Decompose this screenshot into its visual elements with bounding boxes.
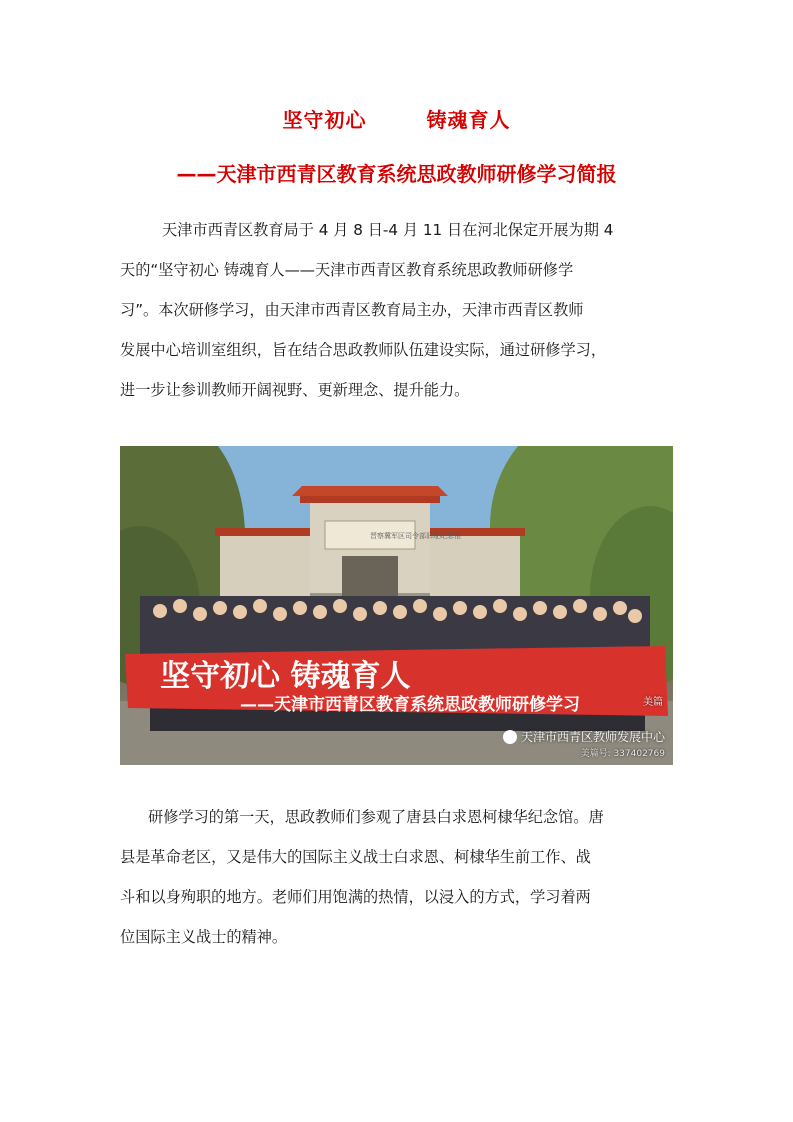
watermark-id: 美篇号: 337402769	[580, 749, 665, 759]
banner-line-2: ——天津市西青区教育系统思政教师研修学习	[240, 695, 580, 715]
paragraph-line: 发展中心培训室组织，旨在结合思政教师队伍建设实际，通过研修学习，	[120, 341, 606, 359]
report-title	[0, 104, 793, 133]
group-photo	[120, 446, 673, 765]
gate-plaque: 晋察冀军区司令部旧址纪念馆	[370, 532, 461, 540]
paragraph-line: 进一步让参训教师开阔视野、更新理念、提升能力。	[120, 381, 470, 399]
title-part-1: 坚守初心	[282, 108, 367, 132]
paragraph-line: 县是革命老区，又是伟大的国际主义战士白求恩、柯棣华生前工作、战	[120, 848, 591, 866]
paragraph-line: 习”。本次研修学习，由天津市西青区教育局主办，天津市西青区教师	[120, 301, 584, 319]
watermark-text: 天津市西青区教师发展中心	[520, 730, 665, 744]
report-subtitle: ——天津市西青区教育系统思政教师研修学习简报	[176, 162, 617, 186]
paragraph-line: 天的“坚守初心 铸魂育人——天津市西青区教育系统思政教师研修学	[120, 261, 574, 279]
watermark	[503, 728, 665, 745]
paragraph-line: 位国际主义战士的精神。	[120, 928, 288, 946]
watermark-top: 美篇	[643, 697, 663, 708]
title-part-2: 铸魂育人	[426, 108, 511, 132]
paragraph-line: 研修学习的第一天，思政教师们参观了唐县白求恩柯棣华纪念馆。唐	[148, 808, 604, 826]
intro-paragraph	[120, 210, 678, 410]
banner-line-1: 坚守初心 铸魂育人	[160, 659, 411, 694]
day-one-paragraph	[120, 797, 678, 957]
wechat-icon	[503, 730, 517, 744]
paragraph-line: 天津市西青区教育局于 4 月 8 日-4 月 11 日在河北保定开展为期 4	[162, 221, 614, 239]
paragraph-line: 斗和以身殉职的地方。老师们用饱满的热情，以浸入的方式，学习着两	[120, 888, 591, 906]
